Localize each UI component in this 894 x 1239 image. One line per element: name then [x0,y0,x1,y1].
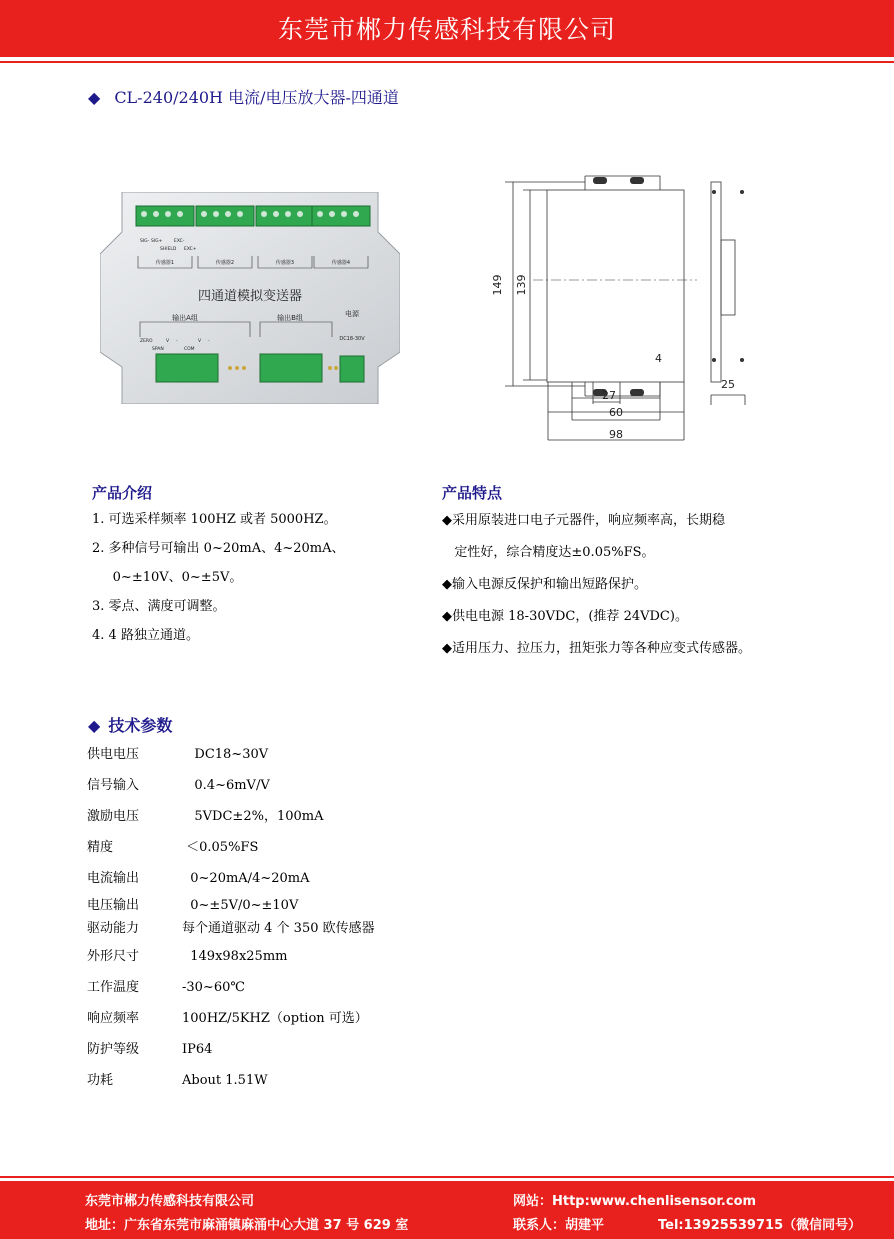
param-row [87,945,287,964]
param-row [87,867,310,886]
dim-60: 60 [609,406,623,419]
param-key: 供电电压 [87,747,140,762]
product-photo [100,192,400,404]
param-value: About 1.51W [182,1073,268,1088]
photo-output-b: 输出B组 [277,314,303,322]
param-row [87,836,258,855]
param-value: IP64 [182,1042,213,1057]
photo-out-1: ZERO [140,339,153,344]
param-row [87,976,245,995]
params-heading [88,713,172,736]
company-title: 东莞市郴力传感科技有限公司 [277,15,616,44]
list-item: ◆输入电源反保护和输出短路保护。 [442,577,647,592]
photo-out-5: COM [184,347,195,352]
photo-pin-1: SIG- [140,239,150,244]
photo-pin-2: SIG+ [151,239,163,244]
list-item: 1. 可选采样频率 100HZ 或者 5000HZ。 [92,512,337,527]
param-key: 信号输入 [87,778,140,793]
dim-4: 4 [655,352,662,365]
photo-label: 四通道模拟变送器 [197,289,303,304]
footer-address: 地址：广东省东莞市麻涌镇麻涌中心大道 37 号 629 室 [85,1218,409,1233]
photo-out-4: - [176,339,178,344]
features-list [442,505,862,665]
page-footer [0,1181,894,1239]
param-key: 功耗 [87,1073,114,1088]
params-heading-text: 技术参数 [108,716,173,735]
param-key: 电流输出 [87,871,140,886]
photo-pin-4: EXC- [174,239,185,244]
param-row [87,805,323,824]
param-value: 100HZ/5KHZ（option 可选） [182,1011,368,1026]
list-item: 3. 零点、满度可调整。 [92,599,226,614]
footer-contact: 联系人：胡建平 [513,1218,605,1233]
intro-list [92,505,412,650]
photo-out-2: SPAN [152,347,164,352]
photo-input-1: 传感器1 [155,260,175,266]
dimension-drawing [485,170,755,450]
footer-website[interactable]: 网站：Http:www.chenlisensor.com [513,1194,757,1209]
param-key: 激励电压 [87,809,140,824]
param-key: 响应频率 [87,1011,140,1026]
photo-pin-5: EXC+ [184,247,197,252]
param-value: 0.4~6mV/V [182,778,270,793]
product-title [88,85,399,108]
dim-149: 149 [491,274,504,296]
param-row [87,1069,268,1088]
photo-output-a: 输出A组 [172,314,198,322]
diamond-bullet-icon: ◆ [88,716,101,735]
product-title-text: CL-240/240H 电流/电压放大器-四通道 [114,88,399,107]
param-key: 精度 [87,840,114,855]
list-item: ◆采用原装进口电子元器件，响应频率高，长期稳 [442,513,725,528]
param-key: 电压输出 [87,898,140,913]
features-heading: 产品特点 [442,484,503,502]
photo-input-4: 传感器4 [331,260,351,266]
intro-heading: 产品介绍 [92,484,153,502]
param-row [87,894,298,913]
param-value: 每个通道驱动 4 个 350 欧传感器 [182,921,375,936]
param-value: 5VDC±2%，100mA [182,809,324,824]
param-value: 149x98x25mm [182,949,288,964]
param-key: 外形尺寸 [87,949,140,964]
param-value: DC18~30V [182,747,269,762]
dim-139: 139 [515,274,528,296]
footer-company: 东莞市郴力传感科技有限公司 [85,1194,255,1209]
photo-power-spec: DC18-30V [339,336,365,342]
param-row [87,774,270,793]
photo-out-6: V [198,339,202,344]
param-key: 防护等级 [87,1042,140,1057]
param-row [87,917,375,936]
list-item: ◆适用压力、拉压力，扭矩张力等各种应变式传感器。 [442,641,751,656]
photo-input-2: 传感器2 [215,260,235,266]
photo-power: 电源 [345,310,359,318]
param-key: 工作温度 [87,980,140,995]
footer-tel: Tel:13925539715（微信同号） [658,1218,862,1233]
list-item: 4. 4 路独立通道。 [92,628,199,643]
photo-out-7: - [208,339,210,344]
list-item: 2. 多种信号可输出 0~20mA、4~20mA、 [92,541,345,556]
photo-input-3: 传感器3 [275,260,295,266]
param-value: 0~20mA/4~20mA [182,871,310,886]
param-row [87,743,268,762]
footer-divider [0,1176,894,1178]
param-row [87,1038,212,1057]
photo-out-3: V [166,339,170,344]
list-item: ◆供电电源 18-30VDC，(推荐 24VDC)。 [442,609,688,624]
param-row [87,1007,368,1026]
param-key: 驱动能力 [87,921,140,936]
dim-25: 25 [721,378,735,391]
param-value: 0~±5V/0~±10V [182,898,299,913]
page-header [0,0,894,57]
param-value: ＜0.05%FS [182,840,259,855]
photo-pin-3: SHIELD [160,247,177,252]
list-item: 0~±10V、0~±5V。 [92,570,243,585]
dim-27: 27 [602,389,616,402]
dim-98: 98 [609,428,623,441]
header-divider [0,61,894,63]
param-value: -30~60℃ [182,980,245,995]
list-item: 定性好，综合精度达±0.05%FS。 [442,545,655,560]
diamond-bullet-icon: ◆ [88,88,101,107]
